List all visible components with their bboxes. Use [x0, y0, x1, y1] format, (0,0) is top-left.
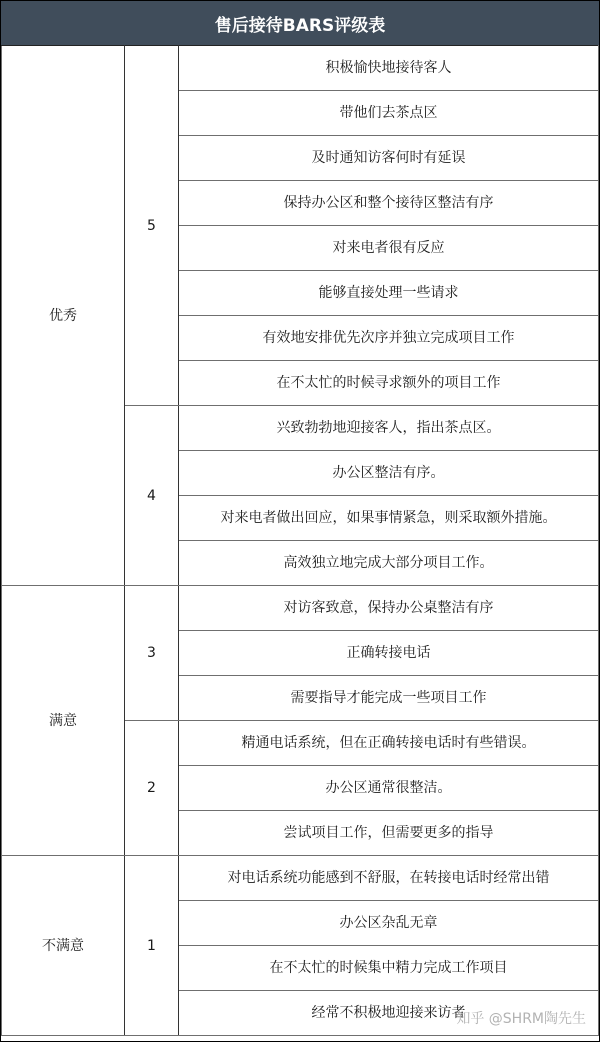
score-cell: 1: [125, 856, 179, 1036]
table-title: 售后接待BARS评级表: [1, 1, 599, 45]
behavior-cell: 对电话系统功能感到不舒服，在转接电话时经常出错: [179, 856, 599, 901]
table-row: [2, 586, 599, 631]
behavior-cell: 保持办公区和整个接待区整洁有序: [179, 181, 599, 226]
behavior-cell: 能够直接处理一些请求: [179, 271, 599, 316]
behavior-cell: 在不太忙的时候寻求额外的项目工作: [179, 361, 599, 406]
behavior-cell: 有效地安排优先次序并独立完成项目工作: [179, 316, 599, 361]
behavior-cell: 积极愉快地接待客人: [179, 46, 599, 91]
behavior-cell: 办公区杂乱无章: [179, 901, 599, 946]
level-cell: 满意: [2, 586, 125, 856]
behavior-cell: 对来电者很有反应: [179, 226, 599, 271]
table-row: [2, 46, 599, 91]
level-cell: 不满意: [2, 856, 125, 1036]
score-cell: 2: [125, 721, 179, 856]
behavior-cell: 高效独立地完成大部分项目工作。: [179, 541, 599, 586]
behavior-cell: 在不太忙的时候集中精力完成工作项目: [179, 946, 599, 991]
score-cell: 4: [125, 406, 179, 586]
behavior-cell: 兴致勃勃地迎接客人，指出茶点区。: [179, 406, 599, 451]
behavior-cell: 办公区通常很整洁。: [179, 766, 599, 811]
behavior-cell: 需要指导才能完成一些项目工作: [179, 676, 599, 721]
behavior-cell: 正确转接电话: [179, 631, 599, 676]
behavior-cell: 对访客致意，保持办公桌整洁有序: [179, 586, 599, 631]
behavior-cell: 带他们去茶点区: [179, 91, 599, 136]
behavior-cell: 及时通知访客何时有延误: [179, 136, 599, 181]
score-cell: 5: [125, 46, 179, 406]
watermark: 知乎 @SHRM陶先生: [456, 1011, 586, 1027]
bars-table: [1, 45, 599, 1036]
behavior-cell: 精通电话系统，但在正确转接电话时有些错误。: [179, 721, 599, 766]
behavior-cell: 办公区整洁有序。: [179, 451, 599, 496]
score-cell: 3: [125, 586, 179, 721]
behavior-cell: 对来电者做出回应，如果事情紧急，则采取额外措施。: [179, 496, 599, 541]
table-row: [2, 856, 599, 901]
level-cell: 优秀: [2, 46, 125, 586]
behavior-cell: 尝试项目工作，但需要更多的指导: [179, 811, 599, 856]
behavior-cell: 经常不积极地迎接来访者: [179, 991, 599, 1036]
